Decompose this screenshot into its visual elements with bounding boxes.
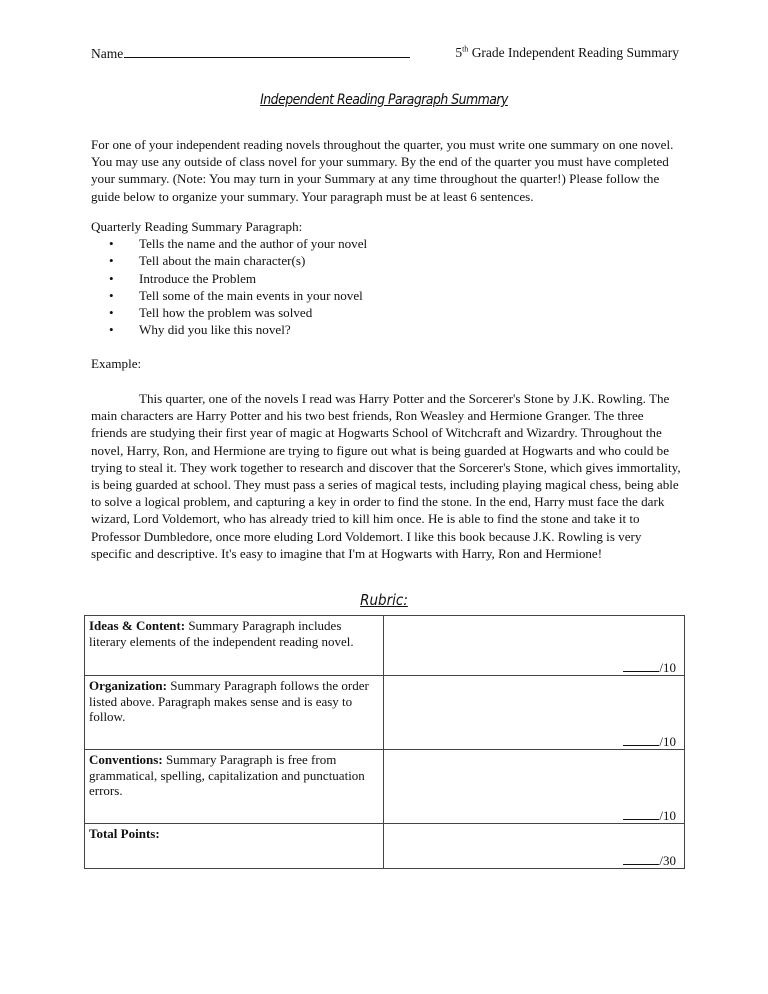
score-blank-line[interactable]	[623, 734, 659, 746]
list-item-text: Tell about the main character(s)	[139, 253, 306, 269]
points-field[interactable]	[623, 660, 676, 676]
criterion-label: Organization:	[89, 678, 167, 693]
criterion-label: Ideas & Content:	[89, 618, 186, 633]
score-blank-line[interactable]	[623, 660, 659, 672]
rubric-criterion	[85, 750, 384, 824]
intro-paragraph: For one of your independent reading novels throughout the quarter, you must write one summary on one novel. You may use any outside of class novel for your summary. By the end of the quarter you must have completed your summary. (Note: You may turn in your Summary at any time throughout the quarter!) Please follow the guide below to organize your summary. Your paragraph must be at least 6 sentences.	[91, 137, 674, 204]
table-row	[85, 824, 685, 869]
name-blank-line[interactable]	[124, 44, 410, 58]
rubric-criterion	[85, 616, 384, 676]
example-label: Example:	[91, 356, 142, 371]
list-item-text: Tell some of the main events in your novel	[139, 287, 363, 303]
points-field[interactable]	[623, 853, 676, 869]
score-cell[interactable]	[384, 750, 685, 824]
score-cell[interactable]	[384, 824, 685, 869]
points-field[interactable]	[623, 734, 676, 750]
score-blank-line[interactable]	[623, 808, 659, 820]
list-item-text: Tell how the problem was solved	[139, 305, 313, 321]
rubric-criterion	[85, 824, 384, 869]
points-max: /10	[659, 807, 676, 823]
bullet-icon: •	[109, 287, 114, 303]
score-cell[interactable]	[384, 616, 685, 676]
score-cell[interactable]	[384, 676, 685, 750]
table-row	[85, 750, 685, 824]
quarterly-section	[91, 218, 681, 338]
criterion-label: Total Points:	[89, 826, 160, 841]
criterion-description: Summary Paragraph includes literary elements of the independent reading novel.	[89, 618, 354, 649]
grade-suffix: th	[462, 44, 469, 54]
table-row	[85, 676, 685, 750]
name-field[interactable]	[91, 44, 410, 63]
points-max: /30	[659, 852, 676, 868]
example-paragraph-text: This quarter, one of the novels I read was Harry Potter and the Sorcerer's Stone by J.K. Rowling. The main characters are Harry Potter and his two best friends, Ron Weasley and Hermione Granger. The three friends are studying their first year of magic at Hogwarts School of Witchcraft and Wizardry. Throughout the novel, Harry, Ron, and Hermione are trying to figure out what is being guarded at Hogwarts and who could be trying to steal it. They work together to research and discover that the Sorcerer's Stone, which gives immortality, is being guarded at school. They must pass a series of magical tests, including playing magical chess, being able to solve a logical problem, and capturing a key in order to find the stone. In the end, Harry must face the dark wizard, Lord Voldemort, who has already tried to kill him once. He is able to find the stone and take it to Professor Dumbledore, once more eluding Lord Voldemort. I like this book because J.K. Rowling is very specific and descriptive. It's easy to imagine that I'm at Hogwarts with Harry, Ron and Hermione!	[91, 391, 681, 561]
example-paragraph	[91, 390, 681, 562]
list-item	[109, 252, 681, 269]
list-item-text: Tells the name and the author of your novel	[139, 236, 368, 252]
table-row	[85, 616, 685, 676]
list-item-text: Why did you like this novel?	[139, 322, 291, 338]
grade-title-text: Grade Independent Reading Summary	[468, 45, 679, 60]
rubric-criterion	[85, 676, 384, 750]
rubric-title: Rubric:	[360, 591, 408, 609]
points-max: /10	[659, 733, 676, 749]
bullet-icon: •	[109, 305, 114, 321]
criterion-description: Summary Paragraph is free from grammatical, spelling, capitalization and punctuation errors.	[89, 752, 365, 798]
bullet-icon: •	[109, 322, 114, 338]
page-title: Independent Reading Paragraph Summary	[260, 92, 508, 108]
list-item	[109, 321, 681, 338]
bullet-icon: •	[109, 253, 114, 269]
bullet-icon: •	[109, 236, 114, 252]
criterion-description: Summary Paragraph follows the order listed above. Paragraph makes sense and is easy to follow.	[89, 678, 369, 724]
quarterly-heading: Quarterly Reading Summary Paragraph:	[91, 219, 303, 234]
score-blank-line[interactable]	[623, 853, 659, 865]
bullet-icon: •	[109, 270, 114, 286]
criteria-list	[91, 235, 681, 338]
rubric-table	[84, 615, 685, 869]
points-max: /10	[659, 659, 676, 675]
list-item	[109, 287, 681, 304]
grade-number: 5	[455, 45, 463, 60]
grade-title	[455, 44, 679, 62]
points-field[interactable]	[623, 808, 676, 824]
criterion-label: Conventions:	[89, 752, 163, 767]
list-item	[109, 270, 681, 287]
name-label: Name	[91, 46, 124, 61]
list-item-text: Introduce the Problem	[139, 270, 257, 286]
list-item	[109, 304, 681, 321]
list-item	[109, 235, 681, 252]
